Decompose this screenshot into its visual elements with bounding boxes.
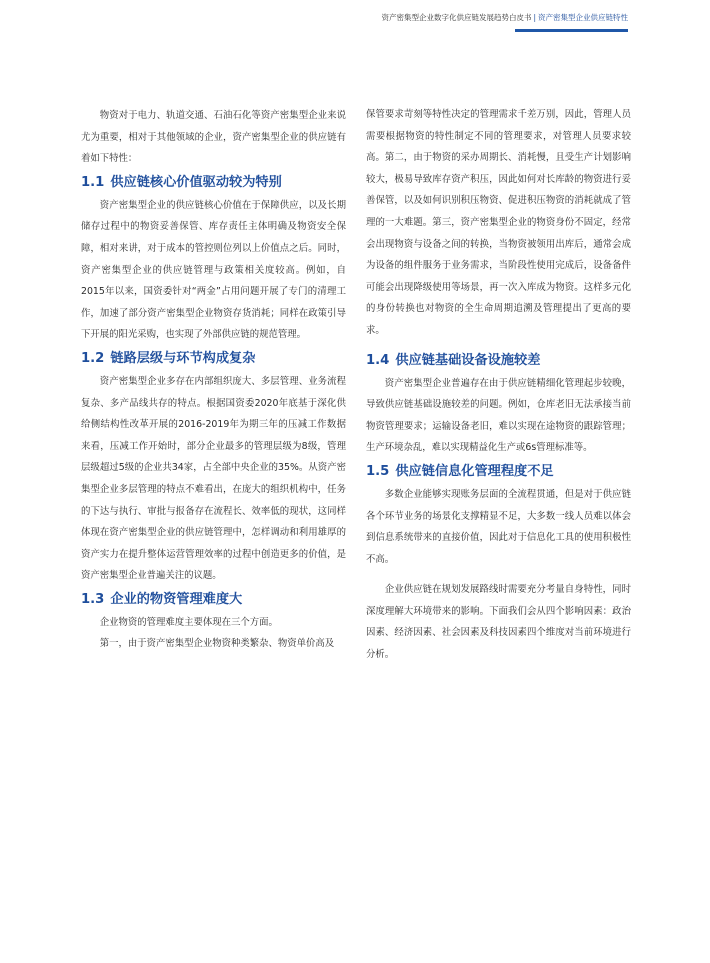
- running-header: [381, 13, 628, 23]
- section-heading-1-5: [366, 461, 631, 483]
- right-column: [366, 104, 631, 666]
- section-heading-1-2: [81, 348, 346, 370]
- header-doc-title: 资产密集型企业数字化供应链发展趋势白皮书: [381, 13, 532, 22]
- section-title: 供应链核心价值驱动较为特别: [110, 174, 282, 190]
- body-paragraph: 企业物资的管理难度主要体现在三个方面。: [99, 616, 278, 628]
- intro-paragraph: 物资对于电力、轨道交通、石油石化等资产密集型企业来说尤为重要，相对于其他领域的企业，资产密集型企业的供应链有着如下特性：: [81, 110, 346, 165]
- body-paragraph-continued: 保管要求苛刻等特性决定的管理需求千差万别，因此，管理人员需要根据物资的特性制定不同的管理要求，对管理人员要求较高。第二，由于物资的采办周期长、消耗慢，且受生产计划影响较大，极易导致库存资产积压，因此如何对长库龄的物资进行妥善保管，以及如何识别积压物资、促进积压物资的消耗就成了管理的一大难题。第三，资产密集型企业的物资身份不固定，经常会出现物资与设备之间的转换，当物资被领用出库后，通常会成为设备的组件服务于业务需求，当阶段性使用完成后，设备备件可能会出现降级使用等场景，再一次入库成为物资。这样多元化的身份转换也对物资的全生命周期追溯及管理提出了更高的要求。: [366, 109, 631, 336]
- body-paragraph: 多数企业能够实现账务层面的全流程贯通，但是对于供应链各个环节业务的场景化支撑精显不足，大多数一线人员难以体会到信息系统带来的直接价值，因此对于信息化工具的使用积极性不高。: [366, 488, 631, 565]
- header-accent-rule: [515, 29, 628, 32]
- section-number: 1.2: [81, 350, 105, 366]
- body-paragraph: 资产密集型企业普遍存在由于供应链精细化管理起步较晚，导致供应链基础设施较差的问题。例如，仓库老旧无法承接当前物资管理要求；运输设备老旧，难以实现在途物资的跟踪管理；生产环境杂乱，难以实现精益化生产或6s管理标准等。: [366, 377, 631, 454]
- body-paragraph: 资产密集型企业多存在内部组织庞大、多层管理、业务流程复杂、多产品线共存的特点。根据国资委2020年底基于深化供给侧结构性改革开展的2016-2019年为期三年的压减工作数据来看，压减工作开始时，部分企业最多的管理层级为8级，管理层级超过5级的企业共34家，占全部中央企业的35%。从资产密集型企业多层管理的特点不难看出，在庞大的组织机构中，任务的下达与执行、审批与报备存在流程长、效率低的现状，这同样体现在资产密集型企业的供应链管理中，怎样调动和利用雄厚的资产实力在提升整体运营管理效率的过程中创造更多的价值，是资产密集型企业普遍关注的议题。: [81, 375, 346, 582]
- section-heading-1-3: [81, 589, 346, 611]
- header-separator: |: [533, 13, 536, 22]
- section-title: 供应链信息化管理程度不足: [395, 463, 554, 479]
- body-paragraph: 第一，由于资产密集型企业物资种类繁杂、物资单价高及: [99, 638, 335, 650]
- left-column: [81, 105, 346, 655]
- section-number: 1.5: [366, 463, 390, 479]
- section-number: 1.4: [366, 352, 390, 368]
- header-section-title: 资产密集型企业供应链特性: [538, 13, 628, 22]
- section-number: 1.3: [81, 591, 105, 607]
- body-paragraph: 资产密集型企业的供应链核心价值在于保障供应，以及长期储存过程中的物资妥善保管、库存责任主体明确及物资安全保障，相对来讲，对于成本的管控则位列以上价值点之后。同时，资产密集型企业的供应链管理与政策相关度较高。例如，自2015年以来，国资委针对“两金”占用问题开展了专门的清理工作，加速了部分资产密集型企业物资存货消耗；同样在政策引导下开展的阳光采购，也实现了外部供应链的规范管理。: [81, 199, 346, 341]
- section-heading-1-4: [366, 350, 631, 372]
- section-title: 企业的物资管理难度大: [110, 591, 243, 607]
- section-number: 1.1: [81, 174, 105, 190]
- body-paragraph: 企业供应链在规划发展路线时需要充分考量自身特性，同时深度理解大环境带来的影响。下面我们会从四个影响因素：政治因素、经济因素、社会因素及科技因素四个维度对当前环境进行分析。: [366, 584, 631, 661]
- section-title: 供应链基础设备设施较差: [395, 352, 541, 368]
- section-title: 链路层级与环节构成复杂: [110, 350, 256, 366]
- section-heading-1-1: [81, 172, 346, 194]
